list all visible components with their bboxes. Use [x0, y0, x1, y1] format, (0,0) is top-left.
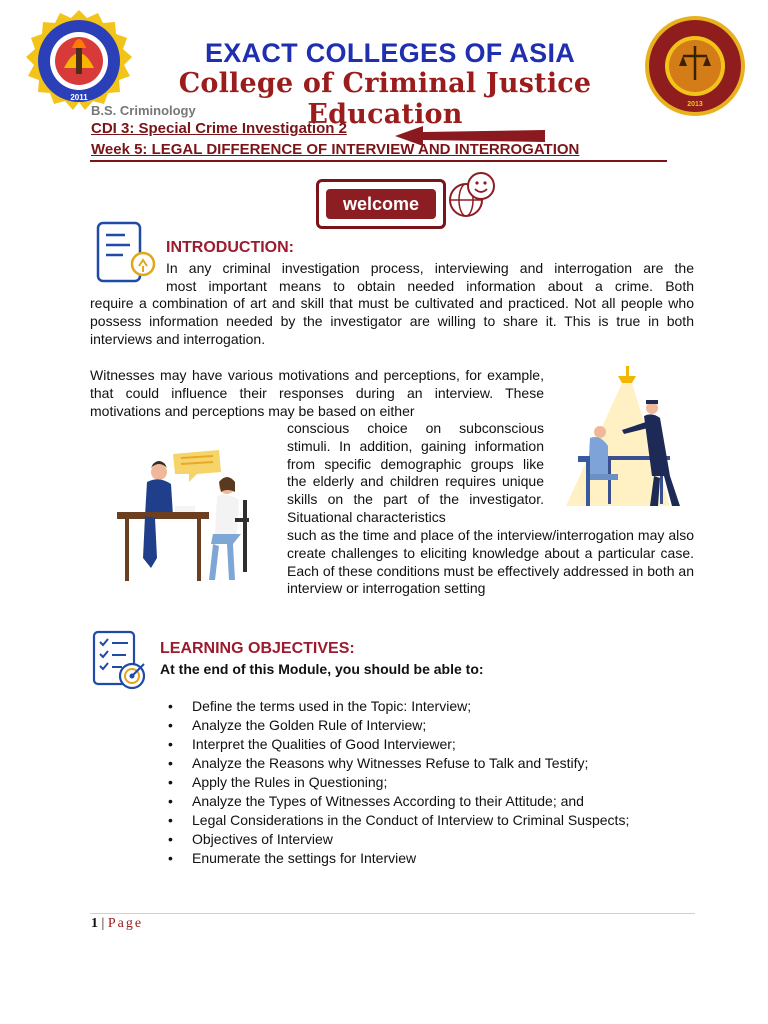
objectives-lead: At the end of this Module, you should be able to: [160, 661, 484, 677]
page-number: 1 [91, 916, 98, 931]
intro-line-2: most important means to obtain needed information about a crime. Both [166, 278, 694, 294]
course-title: CDI 3: Special Crime Investigation 2 [91, 120, 347, 137]
list-item: • Enumerate the settings for Interview [162, 849, 702, 868]
program-label: B.S. Criminology [91, 103, 196, 118]
list-item: • Analyze the Golden Rule of Interview; [162, 716, 702, 735]
intro-paragraph-rest: require a combination of art and skill that must be cultivated and practiced. Not all people who possess information needed by the investigator are willing to share it. This is true in both interviews and interrogation. [90, 295, 694, 347]
header-divider [90, 160, 667, 162]
introduction-heading: INTRODUCTION: [166, 239, 294, 256]
interview-illustration [115, 448, 260, 603]
list-item: • Analyze the Types of Witnesses According to their Attitude; and [162, 792, 702, 811]
welcome-label: welcome [326, 189, 436, 219]
globe-smile-icon [446, 170, 498, 225]
left-seal-logo [24, 8, 134, 118]
body-paragraph-mid: conscious choice on subconscious stimuli. In addition, gaining information from specific demographic groups like the elderly and children requires unique skills on the part of the investigator. Situational characteristics [287, 420, 544, 525]
intro-line-1: In any criminal investigation process, interviewing and interrogation are the [166, 260, 694, 276]
objectives-list [162, 697, 702, 868]
footer-divider [90, 913, 695, 914]
body-paragraph-top: Witnesses may have various motivations and perceptions, for example, that could influence their responses during an interview. These motivations and perceptions may be based on either [90, 367, 544, 419]
svg-text:2013: 2013 [687, 101, 703, 108]
list-item: • Define the terms used in the Topic: Interview; [162, 697, 702, 716]
week-title: Week 5: LEGAL DIFFERENCE OF INTERVIEW AND INTERROGATION [91, 141, 580, 158]
svg-text:2011: 2011 [70, 93, 88, 102]
interrogation-illustration [560, 366, 705, 517]
body-paragraph-bottom: such as the time and place of the interview/interrogation may also create challenges to eliciting knowledge about a particular case. Each of these conditions must be effectively addressed in both an interview or interrogation setting [287, 527, 694, 597]
page-label: Page [107, 916, 144, 931]
objectives-heading: LEARNING OBJECTIVES: [160, 640, 355, 657]
school-name: EXACT COLLEGES OF ASIA [204, 38, 576, 68]
list-item: • Legal Considerations in the Conduct of Interview to Criminal Suspects; [162, 811, 702, 830]
page-separator: | [98, 916, 108, 931]
list-item: • Objectives of Interview [162, 830, 702, 849]
document-lightbulb-icon [95, 220, 157, 291]
welcome-banner [316, 179, 446, 229]
page-footer [91, 916, 143, 932]
list-item: • Apply the Rules in Questioning; [162, 773, 702, 792]
list-item: • Interpret the Qualities of Good Interviewer; [162, 735, 702, 754]
college-name: College of Criminal Justice Education [178, 68, 592, 130]
right-seal-logo [643, 14, 747, 118]
checklist-target-icon [92, 630, 148, 695]
list-item: • Analyze the Reasons why Witnesses Refuse to Talk and Testify; [162, 754, 702, 773]
